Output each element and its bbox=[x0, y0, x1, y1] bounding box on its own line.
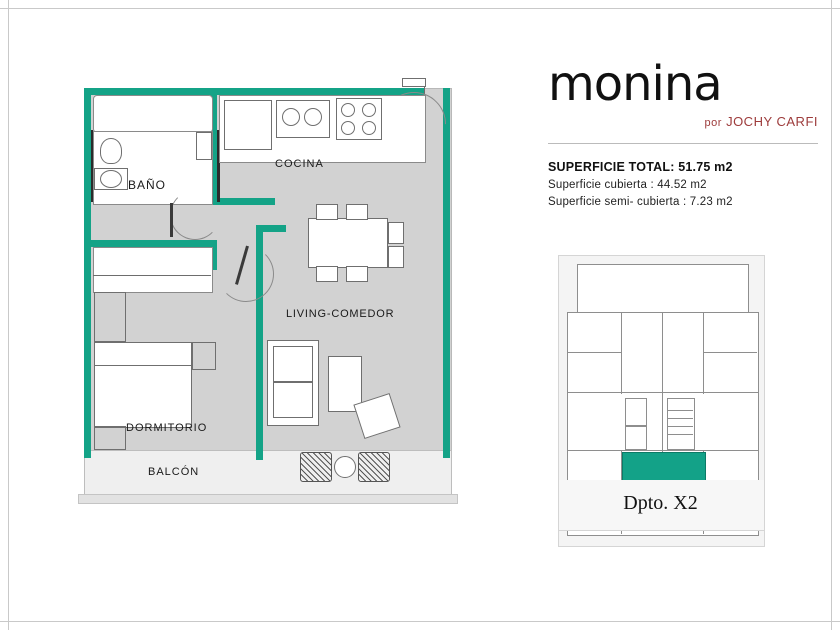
room-label-dormitorio: DORMITORIO bbox=[126, 422, 208, 434]
balcony-edge bbox=[78, 494, 458, 504]
keyplan-block-top bbox=[577, 264, 749, 316]
info-panel bbox=[548, 56, 818, 580]
dining-table bbox=[308, 218, 388, 268]
keyplan-block-core bbox=[567, 392, 759, 454]
bed-pillows bbox=[94, 342, 192, 366]
room-label-living-comedor: LIVING-COMEDOR bbox=[286, 308, 395, 320]
frame-border-right bbox=[831, 0, 832, 630]
sofa-cushion-2 bbox=[273, 382, 313, 418]
keyplan-stairs bbox=[667, 398, 695, 450]
entry-door-leaf bbox=[402, 78, 426, 87]
kitchen-sink-bowl-1 bbox=[282, 108, 300, 126]
bathtub-fixture bbox=[93, 95, 213, 133]
stove-burner-3 bbox=[341, 121, 355, 135]
keyplan-elevator-1 bbox=[625, 398, 647, 426]
room-label-balcon: BALCÓN bbox=[148, 466, 200, 478]
frame-border-bottom bbox=[0, 621, 840, 622]
keyplan-divider-4 bbox=[567, 352, 621, 353]
room-label-bano: BAÑO bbox=[128, 178, 167, 192]
surface-semicovered-label: Superficie semi- cubierta : 7.23 m2 bbox=[548, 196, 733, 208]
wall-exterior-left bbox=[84, 88, 91, 458]
panel-divider bbox=[548, 143, 818, 144]
balcony-table bbox=[334, 456, 356, 478]
stove-burner-4 bbox=[362, 121, 376, 135]
byline-author: JOCHY CARFI bbox=[726, 114, 818, 129]
keyplan-elevator-2 bbox=[625, 426, 647, 450]
closet-shelf-line bbox=[93, 275, 211, 276]
bathroom-column bbox=[196, 132, 212, 160]
key-plan-caption: Dpto. X2 bbox=[623, 492, 698, 514]
sofa-cushion-1 bbox=[273, 346, 313, 382]
balcony-chair-right bbox=[358, 452, 390, 482]
keyplan-stair-step-1 bbox=[667, 410, 693, 411]
dining-chair-3 bbox=[316, 266, 338, 282]
vanity-counter bbox=[94, 168, 128, 190]
dining-chair-6 bbox=[388, 246, 404, 268]
dining-chair-4 bbox=[346, 266, 368, 282]
wall-exterior-right bbox=[443, 88, 450, 458]
nightstand-left bbox=[94, 426, 126, 450]
balcony-chair-left bbox=[300, 452, 332, 482]
keyplan-stair-step-4 bbox=[667, 434, 693, 435]
wall-exterior-top-left bbox=[84, 88, 214, 95]
keyplan-block-middle bbox=[567, 312, 759, 396]
bedroom-wardrobe bbox=[94, 292, 126, 342]
keyplan-stair-step-3 bbox=[667, 426, 693, 427]
project-title: monina bbox=[548, 56, 722, 112]
surface-total-label: SUPERFICIE TOTAL: 51.75 m2 bbox=[548, 160, 733, 174]
stove-burner-2 bbox=[362, 103, 376, 117]
keyplan-stair-step-2 bbox=[667, 418, 693, 419]
keyplan-divider-3 bbox=[703, 312, 704, 394]
kitchen-cabinet-left bbox=[224, 100, 272, 150]
floor-slab-balcony bbox=[84, 450, 452, 496]
dining-chair-5 bbox=[388, 222, 404, 244]
keyplan-divider-2 bbox=[662, 312, 663, 452]
room-label-cocina: COCINA bbox=[275, 158, 324, 170]
bathroom-door-leaf bbox=[170, 203, 173, 237]
wall-exterior-top-right bbox=[219, 88, 424, 95]
frame-border-left bbox=[8, 0, 9, 630]
dining-chair-1 bbox=[316, 204, 338, 220]
wall-interior-living-top-stub bbox=[256, 225, 286, 232]
bedroom-closet bbox=[93, 247, 213, 293]
byline-prefix: por bbox=[704, 117, 722, 129]
floor-plan-drawing bbox=[70, 70, 460, 500]
bathroom-door-swing-arc bbox=[170, 190, 220, 240]
dining-chair-2 bbox=[346, 204, 368, 220]
byline bbox=[548, 114, 818, 129]
toilet-fixture bbox=[100, 138, 122, 164]
keyplan-divider-1 bbox=[621, 312, 622, 394]
keyplan-divider-5 bbox=[703, 352, 757, 353]
nightstand-right bbox=[192, 342, 216, 370]
wall-interior-bedroom-top bbox=[84, 240, 217, 247]
stove-burner-1 bbox=[341, 103, 355, 117]
kitchen-sink-bowl-2 bbox=[304, 108, 322, 126]
frame-border-top bbox=[0, 8, 840, 9]
surface-covered-label: Superficie cubierta : 44.52 m2 bbox=[548, 179, 707, 191]
